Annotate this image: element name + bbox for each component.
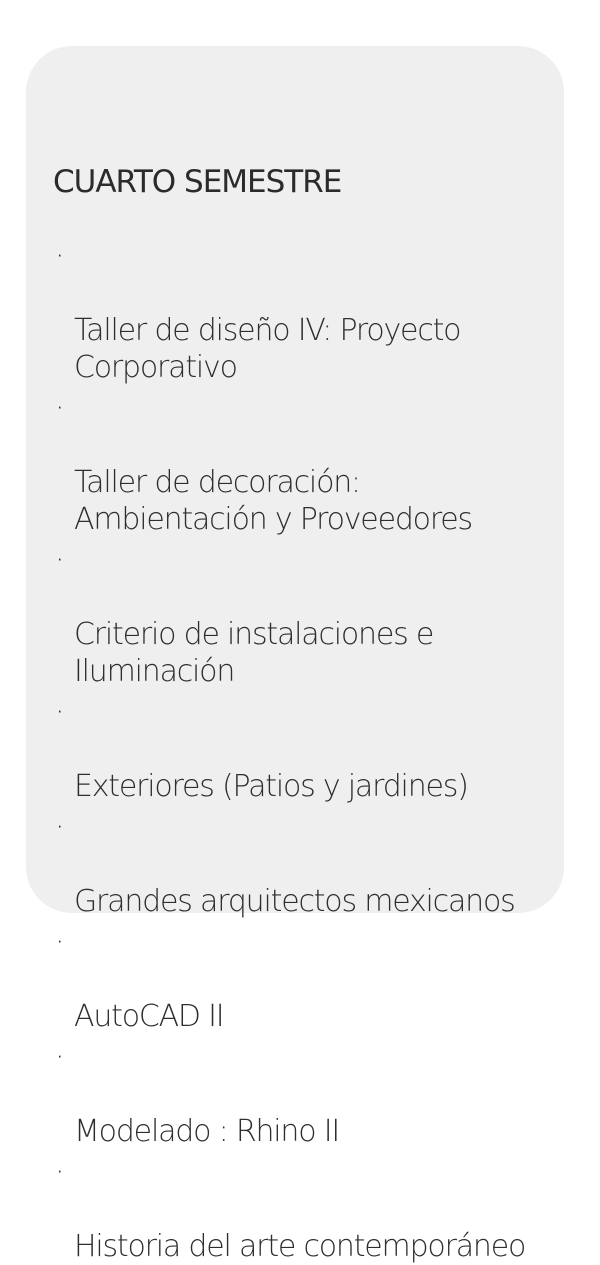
course-label: Historia del arte contemporáneo [74,1229,526,1264]
course-label: Criterio de instalaciones e Iluminación [74,617,434,689]
course-label: Taller de decoración: Ambientación y Proveedores [74,465,472,537]
course-list [53,238,564,1265]
course-label: AutoCAD II [74,999,224,1034]
bullet-icon: · [55,1155,64,1190]
bullet-icon: · [55,810,64,845]
course-label: Grandes arquitectos mexicanos [74,884,515,919]
course-item [53,542,564,690]
bullet-icon: · [55,925,64,960]
course-item [53,924,564,1035]
course-label: Exteriores (Patios y jardines) [74,769,468,804]
bullet-icon: · [55,239,64,274]
course-item [53,238,564,386]
bullet-icon: · [55,543,64,578]
semester-title: CUARTO SEMESTRE [53,164,342,200]
course-label: Taller de diseño IV: Proyecto Corporativo [74,313,461,385]
bullet-icon: · [55,1040,64,1075]
bullet-icon: · [55,695,64,730]
course-item [53,1154,564,1265]
course-item [53,1039,564,1150]
course-item [53,694,564,805]
course-item [53,809,564,920]
bullet-icon: · [55,391,64,426]
course-label: Modelado : Rhino II [74,1114,340,1149]
course-item [53,390,564,538]
semester-card [26,46,564,1264]
